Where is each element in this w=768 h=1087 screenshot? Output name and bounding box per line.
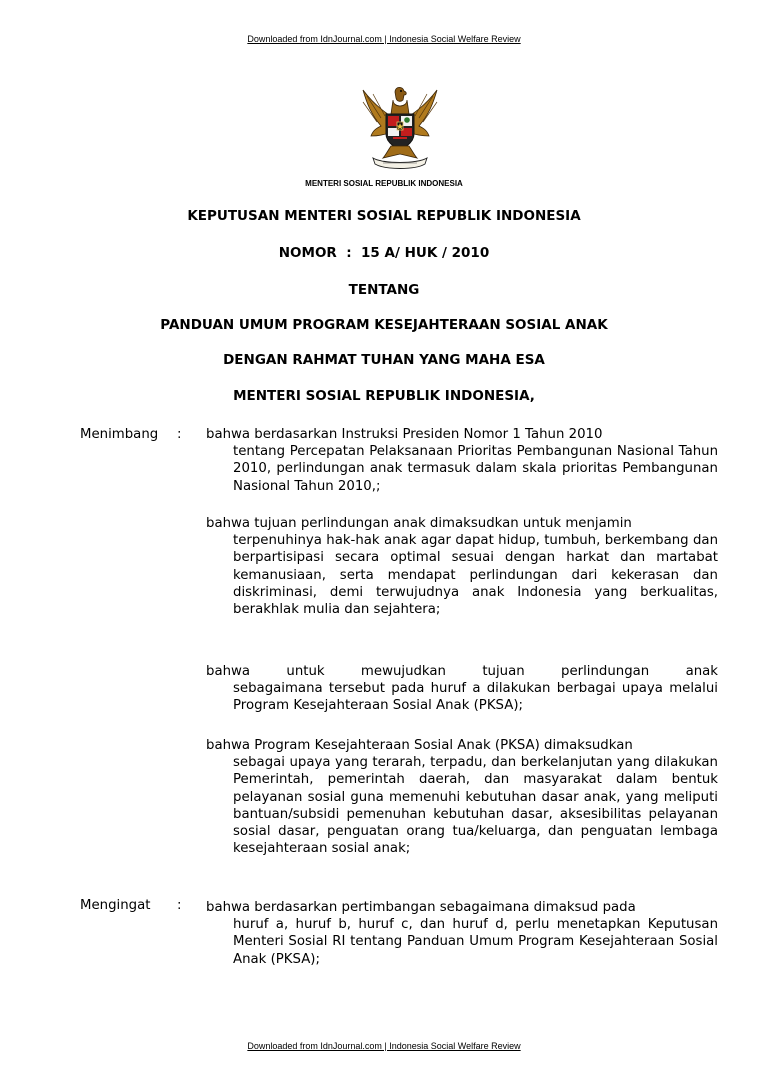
paragraph-continuation: terpenuhinya hak-hak anak agar dapat hidup, tumbuh, berkembang dan berpartisipasi secara optimal sesuai dengan harkat dan martabat kemanusiaan, serta mendapat perlindungan dari kekerasan dan diskriminasi, demi terwujudnya anak Indonesia yang berkualitas, berakhlak mulia dan sejahtera;	[233, 533, 718, 618]
download-note-top: Downloaded from IdnJournal.com | Indonesia Social Welfare Review	[247, 34, 521, 44]
mengingat-colon: :	[177, 898, 182, 913]
garuda-emblem-icon	[357, 84, 443, 170]
menimbang-colon: :	[177, 427, 182, 442]
paragraph-first-line: bahwa tujuan perlindungan anak dimaksudkan untuk menjamin	[206, 516, 632, 531]
paragraph-continuation: tentang Percepatan Pelaksanaan Prioritas Pembangunan Nasional Tahun 2010, perlindungan anak termasuk dalam skala prioritas Pembangunan Nasional Tahun 2010,;	[233, 444, 718, 494]
menimbang-paragraph-a	[206, 426, 718, 495]
decree-minister: MENTERI SOSIAL REPUBLIK INDONESIA,	[233, 388, 535, 404]
mengingat-paragraph	[206, 899, 718, 968]
paragraph-first-line: bahwa berdasarkan Instruksi Presiden Nomor 1 Tahun 2010	[206, 427, 603, 442]
paragraph-first-line: bahwa untuk mewujudkan tujuan perlindungan anak	[206, 664, 718, 679]
decree-title: KEPUTUSAN MENTERI SOSIAL REPUBLIK INDONESIA	[187, 208, 581, 224]
paragraph-continuation: sebagai upaya yang terarah, terpadu, dan berkelanjutan yang dilakukan Pemerintah, pemerintah daerah, dan masyarakat dalam bentuk pelayanan sosial guna memenuhi kebutuhan dasar anak, yang meliputi bantuan/subsidi pemenuhan kebutuhan dasar, aksesibilitas pelayanan sosial dasar, penguatan orang tua/keluarga, dan penguatan lembaga kesejahteraan sosial anak;	[233, 755, 718, 857]
mengingat-label: Mengingat	[80, 898, 151, 913]
decree-number: NOMOR : 15 A/ HUK / 2010	[278, 245, 490, 261]
menimbang-paragraph-d	[206, 737, 718, 857]
paragraph-continuation: huruf a, huruf b, huruf c, dan huruf d, perlu menetapkan Keputusan Menteri Sosial RI tentang Panduan Umum Program Kesejahteraan Sosial Anak (PKSA);	[233, 917, 718, 967]
menimbang-paragraph-b	[206, 515, 718, 618]
decree-about: TENTANG	[348, 282, 420, 298]
paragraph-first-line: bahwa Program Kesejahteraan Sosial Anak (PKSA) dimaksudkan	[206, 738, 633, 753]
paragraph-continuation: sebagaimana tersebut pada huruf a dilakukan berbagai upaya melalui Program Kesejahteraan Sosial Anak (PKSA);	[233, 681, 718, 714]
menimbang-paragraph-c	[206, 663, 718, 715]
decree-subject: PANDUAN UMUM PROGRAM KESEJAHTERAAN SOSIAL ANAK	[160, 317, 608, 333]
menimbang-label: Menimbang	[80, 427, 159, 442]
download-note-bottom: Downloaded from IdnJournal.com | Indonesia Social Welfare Review	[247, 1041, 521, 1051]
decree-blessing: DENGAN RAHMAT TUHAN YANG MAHA ESA	[223, 352, 545, 368]
ministry-line: MENTERI SOSIAL REPUBLIK INDONESIA	[305, 179, 463, 188]
paragraph-first-line: bahwa berdasarkan pertimbangan sebagaimana dimaksud pada	[206, 900, 636, 915]
